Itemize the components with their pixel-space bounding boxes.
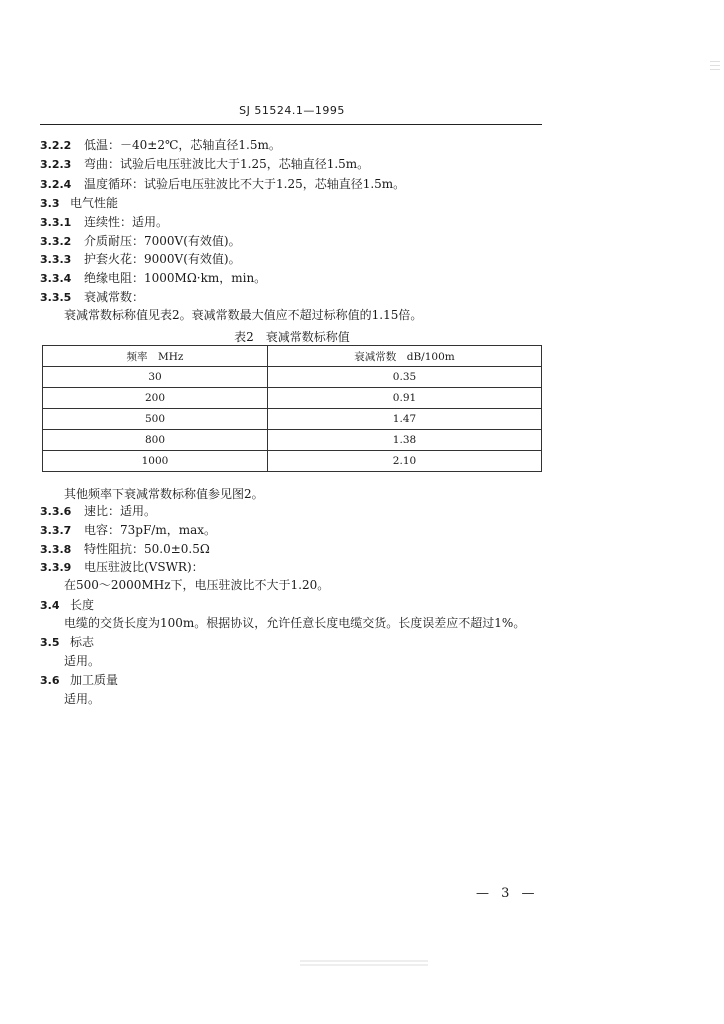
clause-text: 速比：适用。 [84,504,157,518]
edge-scan-marks [710,58,720,78]
clause-3-2-4 [40,176,405,193]
clause-3-3-3 [40,251,241,268]
paragraph-3-5: 适用。 [64,654,101,668]
clause-text: 加工质量 [70,673,119,687]
clause-3-3-6 [40,503,156,520]
column-header-frequency: 频率 MHz [43,346,268,367]
table-caption: 表2 衰减常数标称值 [234,330,350,344]
section-3-6 [40,672,118,689]
clause-text: 衰减常数： [84,290,145,304]
clause-text: 弯曲：试验后电压驻波比大于1.25，芯轴直径1.5m。 [84,157,370,171]
faint-scan-artifact [300,958,428,968]
clause-number: 3.2.2 [40,139,72,152]
cell-attenuation: 2.10 [268,451,542,472]
cell-attenuation: 0.91 [268,388,542,409]
clause-number: 3.3.2 [40,235,72,248]
cell-frequency: 800 [43,430,268,451]
paragraph-3-3-9: 在500～2000MHz下，电压驻波比不大于1.20。 [64,578,330,592]
clause-3-2-2 [40,137,281,154]
clause-number: 3.3 [40,197,60,210]
clause-text: 温度循环：试验后电压驻波比不大于1.25，芯轴直径1.5m。 [84,177,406,191]
clause-text: 绝缘电阻：1000MΩ·km，min。 [84,271,267,285]
table-row [43,388,542,409]
clause-3-3-1 [40,214,168,231]
paragraph-3-3-5: 衰减常数标称值见表2。衰减常数最大值应不超过标称值的1.15倍。 [64,308,423,322]
clause-text: 标志 [70,635,95,649]
clause-3-3-7 [40,522,216,539]
column-header-attenuation: 衰减常数 dB/100m [268,346,542,367]
cell-frequency: 200 [43,388,268,409]
clause-3-3-8 [40,541,210,558]
paragraph-3-6: 适用。 [64,692,101,706]
cell-attenuation: 0.35 [268,367,542,388]
clause-number: 3.3.8 [40,543,72,556]
section-3-5 [40,634,94,651]
clause-number: 3.3.6 [40,505,72,518]
clause-text: 连续性：适用。 [84,215,169,229]
clause-number: 3.3.1 [40,216,72,229]
clause-text: 护套火花：9000V(有效值)。 [84,252,241,266]
clause-number: 3.2.3 [40,158,72,171]
clause-number: 3.3.3 [40,253,72,266]
cell-attenuation: 1.47 [268,409,542,430]
section-3-4 [40,597,94,614]
clause-text: 长度 [70,598,95,612]
clause-number: 3.3.4 [40,272,72,285]
clause-3-3 [40,195,118,212]
paragraph-3-4: 电缆的交货长度为100m。根据协议，允许任意长度电缆交货。长度误差应不超过1%。 [64,616,526,630]
clause-3-3-4 [40,270,266,287]
table-row [43,430,542,451]
clause-text: 特性阻抗：50.0±0.5Ω [84,542,210,556]
clause-3-3-5 [40,289,144,306]
cell-frequency: 1000 [43,451,268,472]
clause-number: 3.3.5 [40,291,72,304]
clause-3-3-2 [40,233,241,250]
clause-number: 3.4 [40,599,60,612]
clause-number: 3.6 [40,674,60,687]
page-number: — 3 — [476,886,539,901]
cell-frequency: 500 [43,409,268,430]
table-header-row [43,346,542,367]
table-row [43,367,542,388]
cell-attenuation: 1.38 [268,430,542,451]
clause-number: 3.2.4 [40,178,72,191]
clause-number: 3.3.9 [40,561,72,574]
header-rule [40,124,542,125]
clause-text: 低温：－40±2℃，芯轴直径1.5m。 [84,138,281,152]
table-row [43,409,542,430]
clause-3-3-9 [40,559,204,576]
cell-frequency: 30 [43,367,268,388]
clause-text: 介质耐压：7000V(有效值)。 [84,234,241,248]
clause-text: 电压驻波比(VSWR)： [84,560,204,574]
table-row [43,451,542,472]
clause-text: 电容：73pF/m，max。 [84,523,217,537]
clause-number: 3.3.7 [40,524,72,537]
document-code-header: SJ 51524.1—1995 [239,104,345,117]
clause-text: 电气性能 [70,196,119,210]
clause-number: 3.5 [40,636,60,649]
attenuation-table [42,345,542,472]
clause-3-2-3 [40,156,369,173]
paragraph-after-table: 其他频率下衰减常数标称值参见图2。 [64,487,264,501]
